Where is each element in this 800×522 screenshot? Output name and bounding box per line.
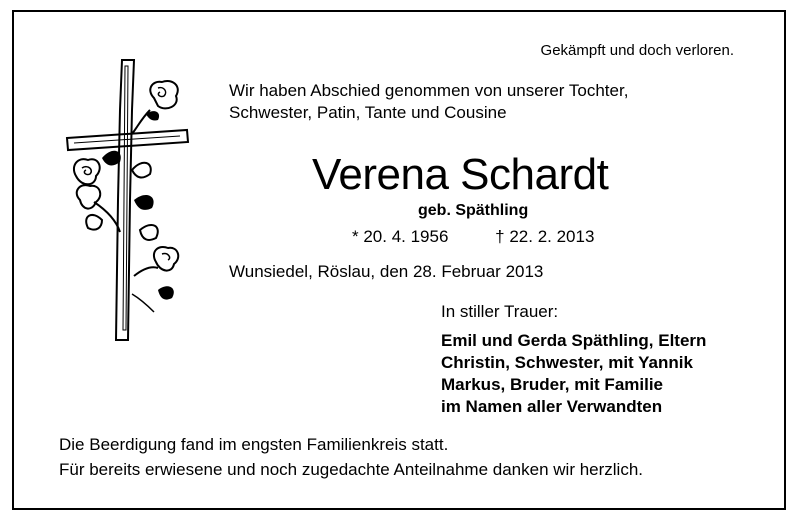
death-date: † 22. 2. 2013	[495, 227, 595, 246]
mourner-line: Emil und Gerda Späthling, Eltern	[441, 331, 707, 350]
motto: Gekämpft und doch verloren.	[540, 42, 734, 59]
birth-name: geb. Späthling	[418, 202, 529, 219]
intro-line: Wir haben Abschied genommen von unserer Tochter,	[229, 81, 629, 100]
footer-line: Für bereits erwiesene und noch zugedachte Anteilnahme danken wir herzlich.	[59, 460, 644, 479]
intro-line: Schwester, Patin, Tante und Cousine	[229, 103, 507, 122]
deceased-name: Verena Schardt	[312, 150, 609, 199]
intro-text	[229, 80, 628, 124]
mourner-line: im Namen aller Verwandten	[441, 397, 663, 416]
mourning-label: In stiller Trauer:	[441, 302, 559, 321]
mourners-list	[441, 330, 706, 418]
mourner-line: Markus, Bruder, mit Familie	[441, 375, 664, 394]
footer-text	[59, 432, 643, 482]
place-and-date: Wunsiedel, Röslau, den 28. Februar 2013	[229, 262, 544, 281]
footer-line: Die Beerdigung fand im engsten Familienkreis statt.	[59, 435, 449, 454]
life-dates	[352, 227, 594, 247]
obituary-notice	[12, 10, 786, 510]
birth-date: * 20. 4. 1956	[352, 227, 449, 246]
cross-with-roses-icon	[62, 50, 202, 350]
mourner-line: Christin, Schwester, mit Yannik	[441, 353, 693, 372]
